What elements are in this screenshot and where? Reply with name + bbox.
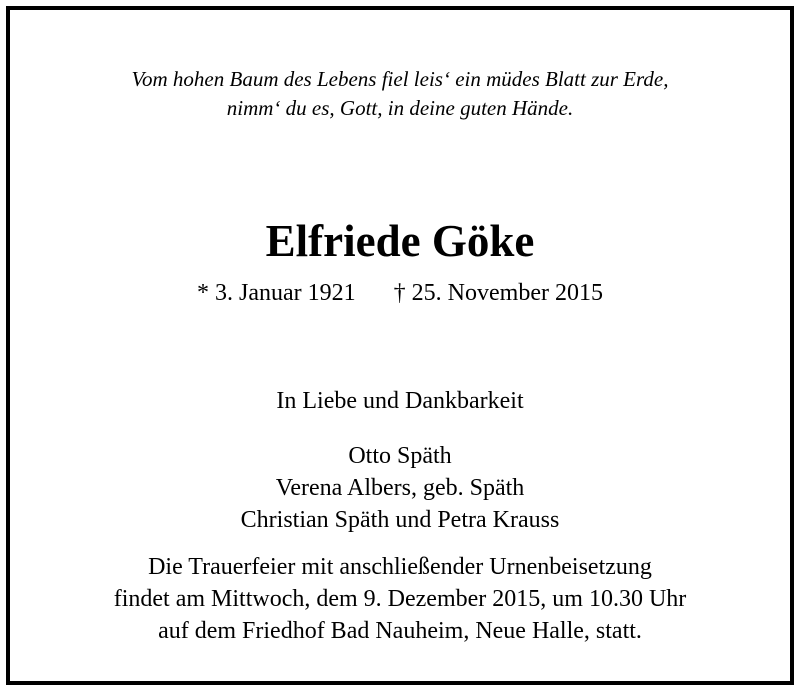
death-date: † 25. November 2015 <box>393 280 603 306</box>
verse-line: nimm‘ du es, Gott, in deine guten Hände. <box>226 96 574 120</box>
deceased-name: Elfriede Göke <box>265 216 535 266</box>
mourners-list <box>10 440 790 536</box>
dedication <box>10 385 790 417</box>
mourner-name: Otto Späth <box>348 443 452 469</box>
funeral-notice-line: findet am Mittwoch, dem 9. Dezember 2015, um 10.30 Uhr <box>113 586 687 612</box>
funeral-notice <box>10 551 790 647</box>
funeral-notice-line: Die Trauerfeier mit anschließender Urnenbeisetzung <box>148 554 652 580</box>
birth-date: * 3. Januar 1921 <box>197 280 356 306</box>
funeral-notice-line: auf dem Friedhof Bad Nauheim, Neue Halle, statt. <box>158 618 642 644</box>
obituary-frame <box>6 6 794 685</box>
dedication-text: In Liebe und Dankbarkeit <box>276 388 524 414</box>
mourner-name: Christian Späth und Petra Krauss <box>240 507 560 533</box>
verse <box>10 65 790 123</box>
life-dates <box>10 277 790 309</box>
verse-line: Vom hohen Baum des Lebens fiel leis‘ ein müdes Blatt zur Erde, <box>131 67 669 91</box>
mourner-name: Verena Albers, geb. Späth <box>275 475 525 501</box>
